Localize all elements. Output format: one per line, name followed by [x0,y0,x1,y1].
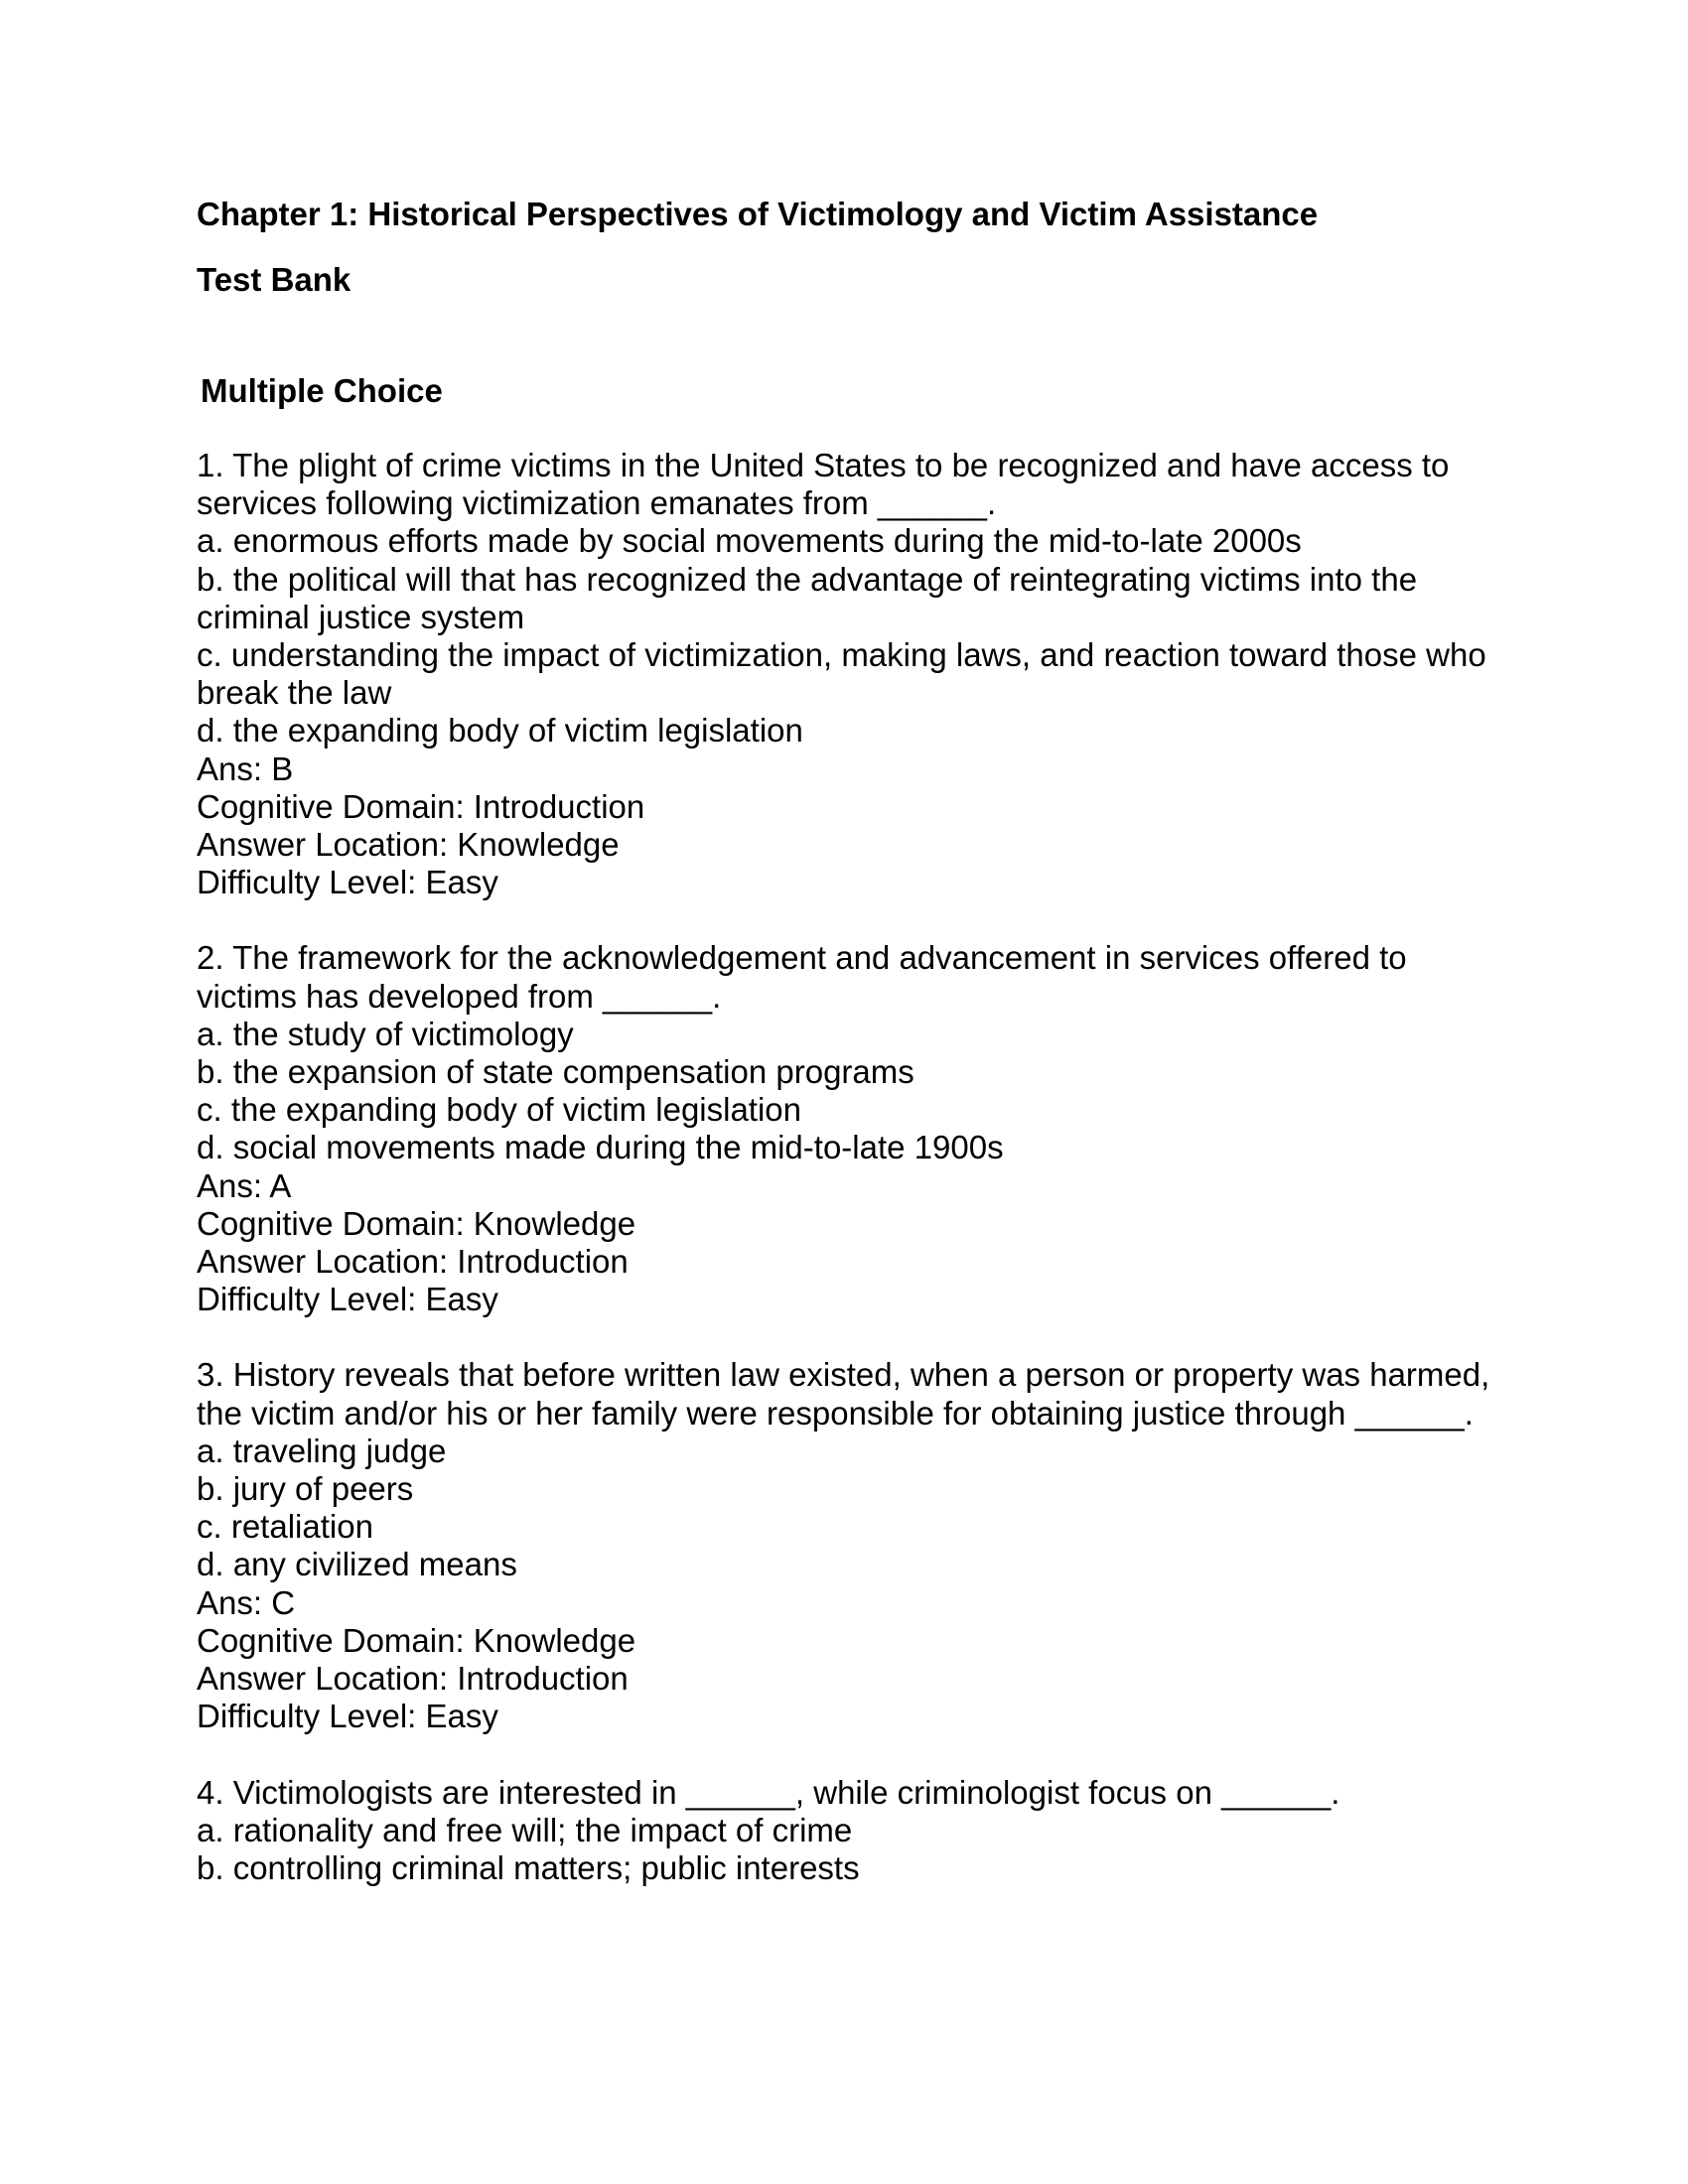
question-stem: 3. History reveals that before written law existed, when a person or property was harmed, the victim and/or his or her family were responsible for obtaining justice through ______. [197,1356,1490,1432]
question-4 [197,1774,1507,1888]
cognitive-domain: Cognitive Domain: Knowledge [197,1621,636,1659]
option-d: d. social movements made during the mid-to-late 1900s [197,1129,1004,1166]
answer: Ans: B [197,750,294,787]
question-stem: 1. The plight of crime victims in the United States to be recognized and have access to services following victimization emanates from ______. [197,447,1450,522]
cognitive-domain: Cognitive Domain: Introduction [197,787,645,825]
question-stem: 4. Victimologists are interested in ______, while criminologist focus on ______. [197,1773,1340,1811]
option-d: d. any civilized means [197,1546,517,1583]
option-c: c. the expanding body of victim legislation [197,1091,802,1129]
question-1 [197,447,1507,901]
cognitive-domain: Cognitive Domain: Knowledge [197,1204,636,1242]
option-b: b. jury of peers [197,1470,414,1508]
question-2 [197,939,1507,1318]
question-list [197,447,1507,1887]
answer: Ans: C [197,1583,296,1621]
option-b: b. the expansion of state compensation programs [197,1053,914,1091]
difficulty-level: Difficulty Level: Easy [197,864,498,901]
document-page [197,195,1507,1925]
difficulty-level: Difficulty Level: Easy [197,1698,498,1735]
answer-location: Answer Location: Introduction [197,1660,629,1698]
option-a: a. enormous efforts made by social movements during the mid-to-late 2000s [197,522,1302,560]
answer: Ans: A [197,1166,292,1204]
question-stem: 2. The framework for the acknowledgement and advancement in services offered to victims has developed from ______. [197,939,1407,1015]
option-b: b. controlling criminal matters; public interests [197,1848,860,1886]
option-a: a. traveling judge [197,1432,447,1469]
option-a: a. the study of victimology [197,1015,574,1052]
answer-location: Answer Location: Introduction [197,1243,629,1281]
option-c: c. retaliation [197,1508,373,1546]
section-heading: Multiple Choice [201,372,443,409]
difficulty-level: Difficulty Level: Easy [197,1281,498,1318]
option-a: a. rationality and free will; the impact of crime [197,1811,853,1848]
test-bank-subtitle: Test Bank [197,261,352,298]
chapter-title: Chapter 1: Historical Perspectives of Victimology and Victim Assistance [197,196,1319,232]
option-d: d. the expanding body of victim legislation [197,712,803,750]
answer-location: Answer Location: Knowledge [197,826,620,864]
option-c: c. understanding the impact of victimization, making laws, and reaction toward those who break the law [197,636,1486,712]
question-3 [197,1356,1507,1735]
option-b: b. the political will that has recognized the advantage of reintegrating victims into the criminal justice system [197,560,1418,635]
